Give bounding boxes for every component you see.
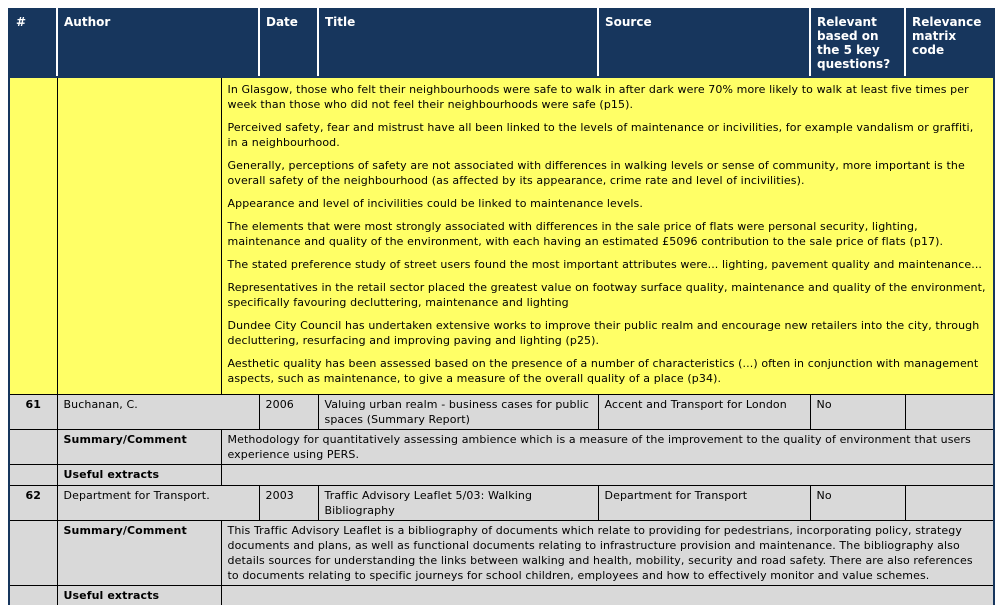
row-number-spacer (9, 586, 57, 605)
header-title: Title (318, 9, 598, 77)
table-row (9, 486, 994, 521)
extracts-label-cell (57, 77, 221, 395)
row-number-spacer (9, 521, 57, 586)
useful-extracts-highlight-row (9, 77, 994, 395)
useful-extracts-empty-content (221, 465, 994, 486)
extract-paragraph: Perceived safety, fear and mistrust have all been linked to the levels of maintenance or incivilities, for example vandalism or graffiti, in a neighbourhood. (227, 121, 974, 149)
date-cell: 2003 (259, 486, 318, 521)
row-number: 61 (9, 395, 57, 430)
extract-paragraph: The elements that were most strongly associated with differences in the sale price of flats were personal security, lighting, maintenance and quality of the environment, with each having an estimated £5096 contribution to the sale price of flats (p17). (227, 220, 944, 248)
row-number-spacer (9, 465, 57, 486)
extract-paragraph: The stated preference study of street users found the most important attributes were... lighting, pavement quality and maintenance... (227, 258, 983, 271)
extract-paragraph: Generally, perceptions of safety are not associated with differences in walking levels or sense of community, more important is the overall safety of the neighbourhood (as affected by its appearance, crime rate and level of incivilities). (227, 159, 965, 187)
extracts-number-cell (9, 77, 57, 395)
extract-paragraph: Appearance and level of incivilities could be linked to maintenance levels. (227, 197, 643, 210)
useful-extracts-label: Useful extracts (57, 586, 221, 605)
header-source: Source (598, 9, 810, 77)
header-relevance-matrix-code: Relevance matrix code (905, 9, 994, 77)
relevant-cell: No (810, 486, 905, 521)
summary-row (9, 430, 994, 465)
useful-extracts-row (9, 586, 994, 605)
row-number: 62 (9, 486, 57, 521)
header-author: Author (57, 9, 259, 77)
useful-extracts-empty-content (221, 586, 994, 605)
author-cell: Buchanan, C. (57, 395, 259, 430)
matrix-code-cell (905, 395, 994, 430)
date-cell: 2006 (259, 395, 318, 430)
extract-paragraph: Representatives in the retail sector placed the greatest value on footway surface quality, maintenance and quality of the environment, specifically favouring decluttering, maintenance and lighting (227, 281, 986, 309)
source-cell: Department for Transport (598, 486, 810, 521)
source-cell: Accent and Transport for London (598, 395, 810, 430)
author-cell: Department for Transport. (57, 486, 259, 521)
summary-content: Methodology for quantitatively assessing ambience which is a measure of the improvement to the quality of environment that users experience using PERS. (221, 430, 994, 465)
header-number: # (9, 9, 57, 77)
title-cell: Valuing urban realm - business cases for public spaces (Summary Report) (318, 395, 598, 430)
table-header-row (9, 9, 994, 77)
matrix-code-cell (905, 486, 994, 521)
header-relevant: Relevant based on the 5 key questions? (810, 9, 905, 77)
relevant-cell: No (810, 395, 905, 430)
extract-paragraph: Dundee City Council has undertaken extensive works to improve their public realm and encourage new retailers into the city, through decluttering, resurfacing and improving paving and lighting (p25). (227, 319, 980, 347)
extract-paragraph: In Glasgow, those who felt their neighbourhoods were safe to walk in after dark were 70% more likely to walk at least five times per week than those who did not feel their neighbourhoods were safe (p15). (227, 83, 969, 111)
summary-label: Summary/Comment (57, 521, 221, 586)
title-cell: Traffic Advisory Leaflet 5/03: Walking Bibliography (318, 486, 598, 521)
row-number-spacer (9, 430, 57, 465)
table-row (9, 395, 994, 430)
summary-row (9, 521, 994, 586)
literature-review-table (8, 8, 995, 605)
useful-extracts-content (221, 77, 994, 395)
summary-label: Summary/Comment (57, 430, 221, 465)
header-date: Date (259, 9, 318, 77)
useful-extracts-row (9, 465, 994, 486)
useful-extracts-label: Useful extracts (57, 465, 221, 486)
extract-paragraph: Aesthetic quality has been assessed based on the presence of a number of characteristics (...) often in conjunction with management aspects, such as maintenance, to give a measure of the overall quality of a place (p34). (227, 357, 979, 385)
summary-content: This Traffic Advisory Leaflet is a bibliography of documents which relate to providing for pedestrians, incorporating policy, strategy documents and plans, as well as functional documents relating to infrastructure provision and maintenance. The bibliography also details sources for understanding the links between walking and health, mobility, security and road safety. There are also references to documents relating to specific journeys for school children, employees and how to effectively monitor and value schemes. (221, 521, 994, 586)
